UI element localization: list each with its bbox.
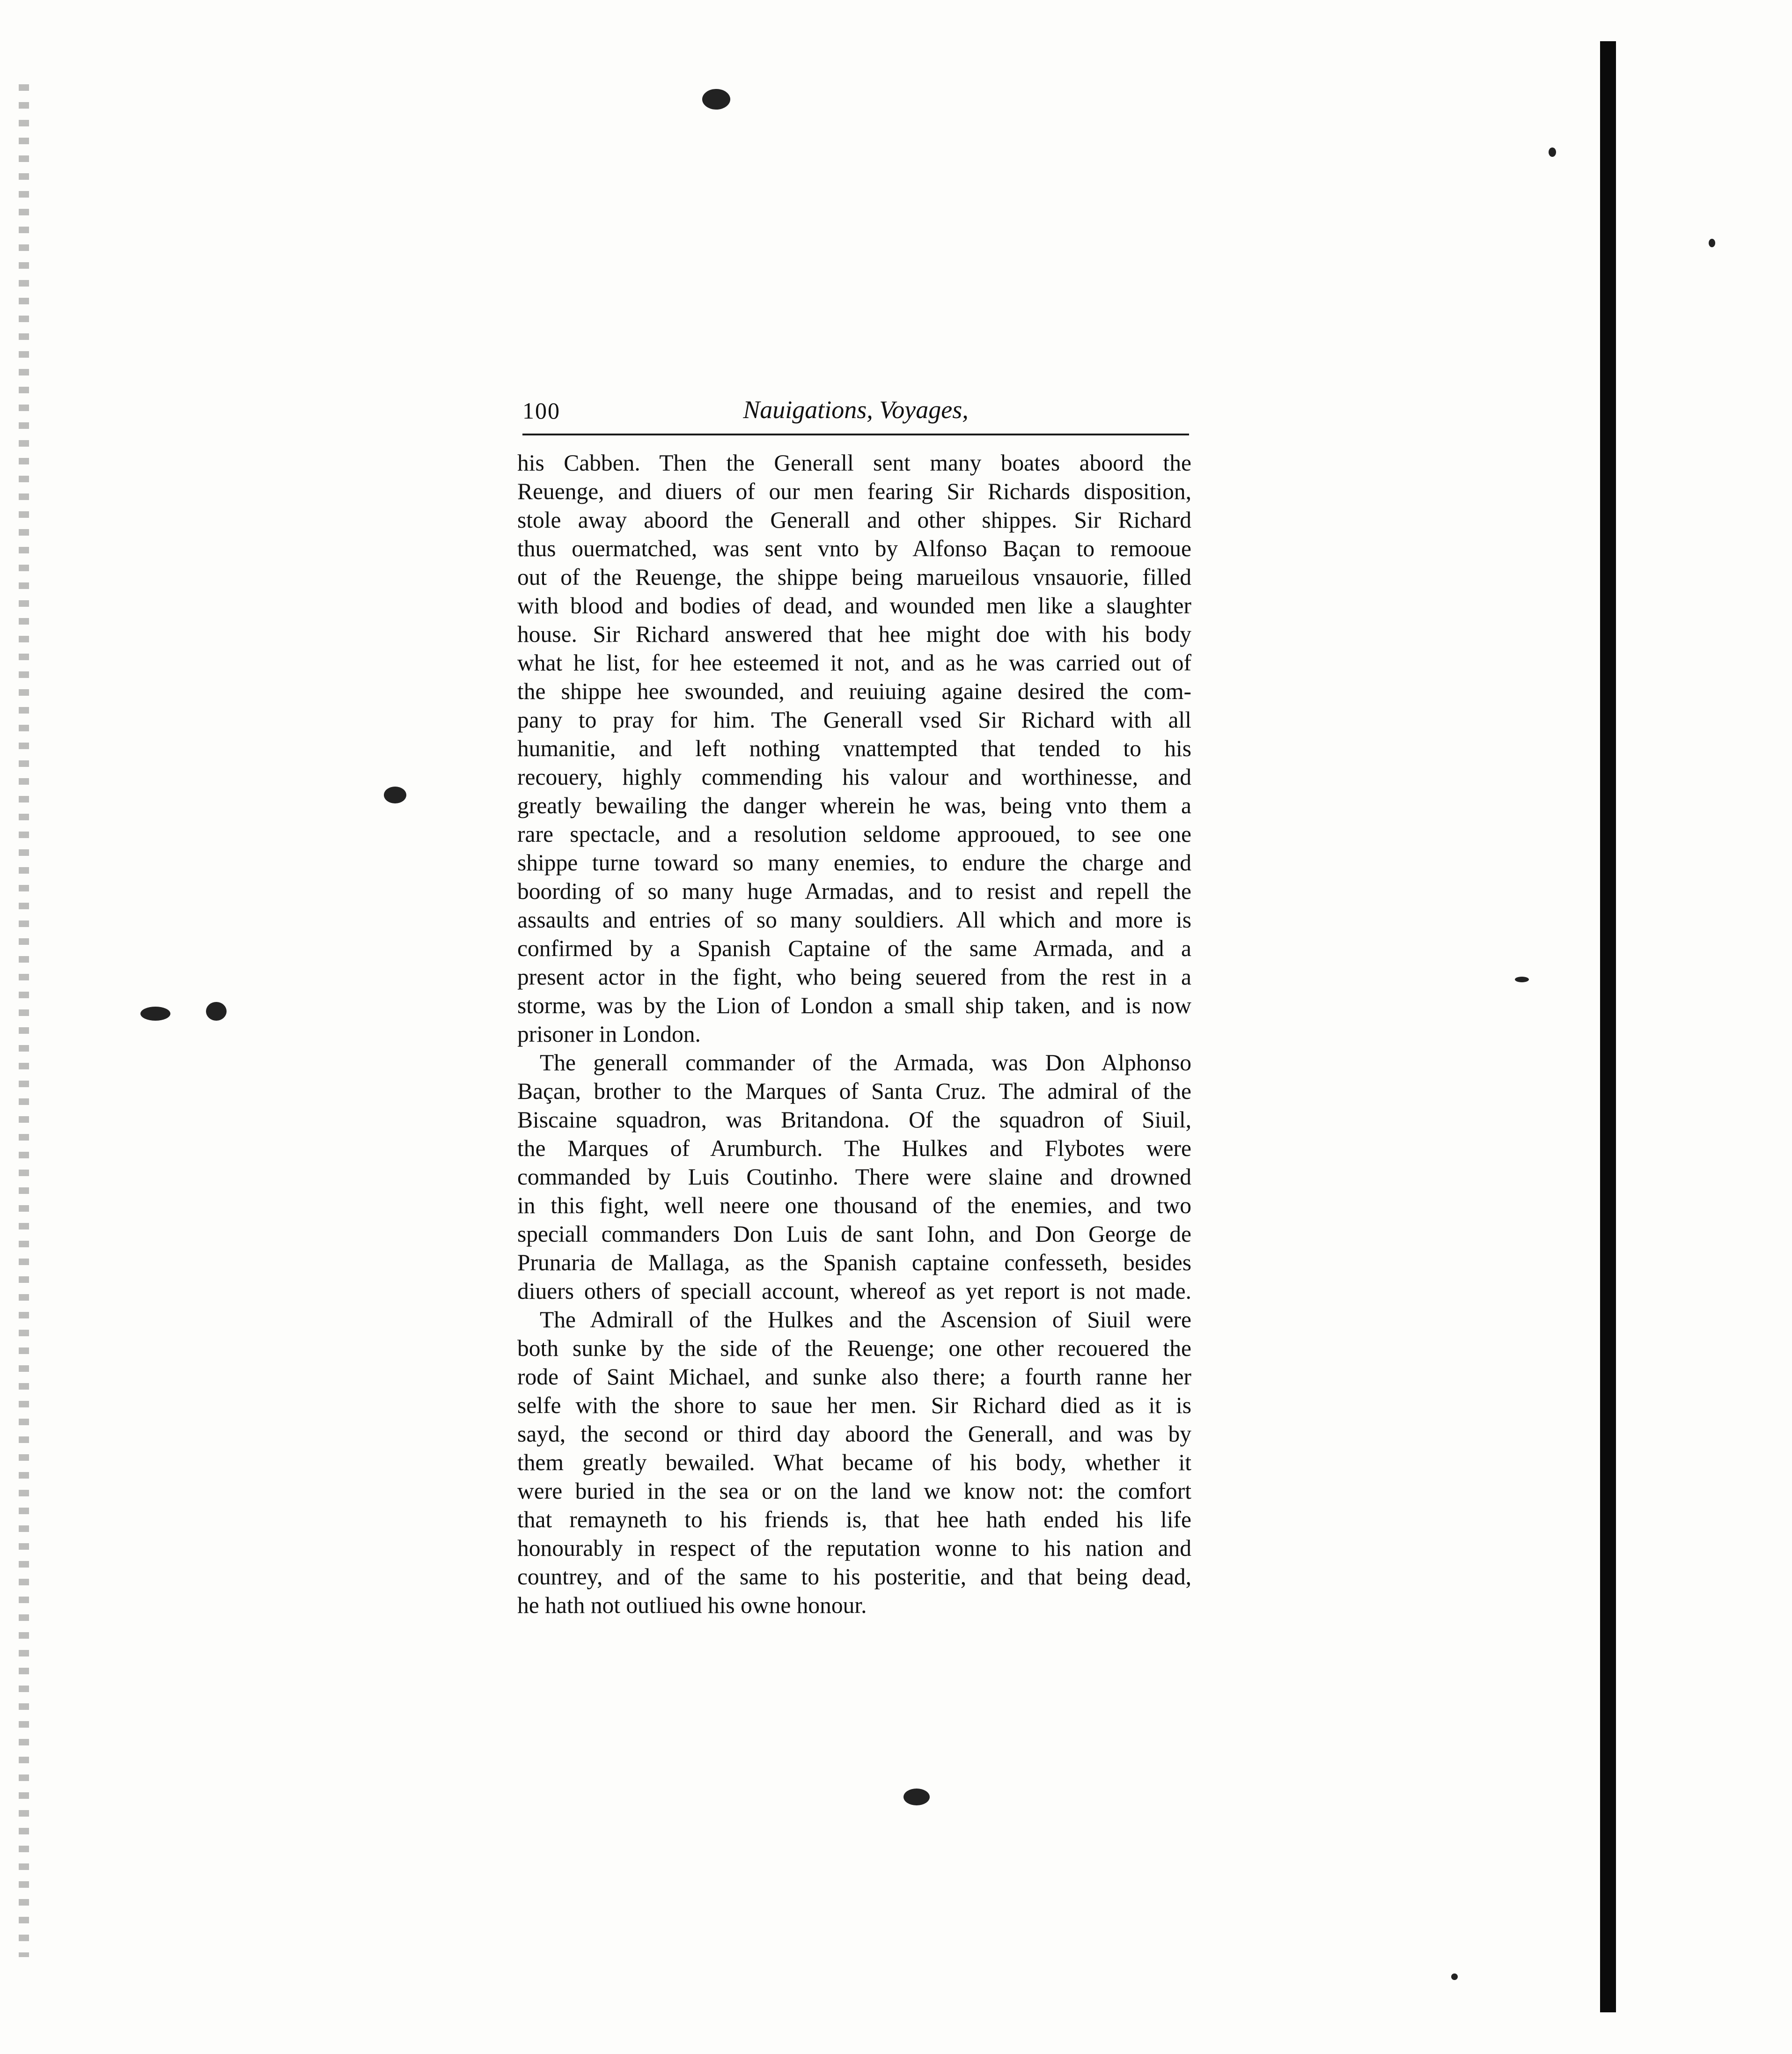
text-line: diuers others of speciall account, whereof as yet report is not made.: [517, 1278, 1191, 1304]
text-line: speciall commanders Don Luis de sant Iohn, and Don George de: [517, 1221, 1191, 1247]
text-line: greatly bewailing the danger wherein he was, being vnto them a: [517, 793, 1191, 818]
text-line: thus ouermatched, was sent vnto by Alfonso Baçan to remooue: [517, 536, 1191, 561]
scan-edge-left: [19, 84, 29, 1957]
text-line: recouery, highly commending his valour and worthinesse, and: [517, 764, 1191, 790]
text-line: storme, was by the Lion of London a small ship taken, and is now: [517, 993, 1191, 1018]
scan-speck: [384, 787, 406, 803]
text-line: that remayneth to his friends is, that hee hath ended his life: [517, 1507, 1191, 1532]
text-line: sayd, the second or third day aboord the Generall, and was by: [517, 1421, 1191, 1447]
scan-speck: [1451, 1973, 1458, 1980]
text-line: commanded by Luis Coutinho. There were slaine and drowned: [517, 1164, 1191, 1190]
text-line: were buried in the sea or on the land we know not: the comfort: [517, 1478, 1191, 1504]
text-line: pany to pray for him. The Generall vsed Sir Richard with all: [517, 707, 1191, 733]
scan-speck: [1515, 977, 1529, 982]
text-line: the shippe hee swounded, and reuiuing againe desired the com-: [517, 678, 1191, 704]
text-line: rare spectacle, and a resolution seldome approoued, to see one: [517, 821, 1191, 847]
text-line: them greatly bewailed. What became of his body, whether it: [517, 1450, 1191, 1475]
text-line: out of the Reuenge, the shippe being marueilous vnsauorie, filled: [517, 564, 1191, 590]
scan-speck: [1549, 147, 1556, 157]
text-line: humanitie, and left nothing vnattempted that tended to his: [517, 736, 1191, 761]
text-line: stole away aboord the Generall and other shippes. Sir Richard: [517, 507, 1191, 533]
text-line: present actor in the fight, who being seuered from the rest in a: [517, 964, 1191, 990]
text-line: selfe with the shore to saue her men. Sir Richard died as it is: [517, 1392, 1191, 1418]
scan-speck: [1709, 239, 1715, 247]
body-text: [517, 449, 1191, 1620]
text-line: prisoner in London.: [517, 1021, 701, 1047]
text-line: his Cabben. Then the Generall sent many boates aboord the: [517, 450, 1191, 476]
text-line: with blood and bodies of dead, and wounded men like a slaughter: [517, 593, 1191, 618]
text-line: Reuenge, and diuers of our men fearing Sir Richards disposition,: [517, 479, 1191, 504]
text-line: Prunaria de Mallaga, as the Spanish captaine confesseth, besides: [517, 1250, 1191, 1275]
text-line: countrey, and of the same to his posteritie, and that being dead,: [517, 1564, 1191, 1590]
text-line: The generall commander of the Armada, was Don Alphonso: [540, 1050, 1191, 1075]
page-number: 100: [522, 398, 560, 424]
text-line: shippe turne toward so many enemies, to endure the charge and: [517, 850, 1191, 876]
text-line: house. Sir Richard answered that hee might doe with his body: [517, 621, 1191, 647]
page-header: [522, 391, 1189, 435]
text-line: confirmed by a Spanish Captaine of the same Armada, and a: [517, 935, 1191, 961]
text-line: The Admirall of the Hulkes and the Ascension of Siuil were: [540, 1307, 1191, 1333]
running-title: Nauigations, Voyages,: [743, 396, 969, 424]
text-line: the Marques of Arumburch. The Hulkes and Flybotes were: [517, 1135, 1191, 1161]
scan-speck: [702, 89, 730, 110]
text-line: boording of so many huge Armadas, and to resist and repell the: [517, 878, 1191, 904]
text-line: he hath not outliued his owne honour.: [517, 1592, 867, 1618]
scan-border-bar: [1600, 41, 1616, 2012]
text-line: Biscaine squadron, was Britandona. Of the squadron of Siuil,: [517, 1107, 1191, 1133]
scan-speck: [206, 1002, 227, 1021]
text-line: honourably in respect of the reputation wonne to his nation and: [517, 1535, 1191, 1561]
text-line: Baçan, brother to the Marques of Santa Cruz. The admiral of the: [517, 1078, 1191, 1104]
scan-speck: [140, 1007, 170, 1021]
text-line: rode of Saint Michael, and sunke also there; a fourth ranne her: [517, 1364, 1191, 1390]
text-line: both sunke by the side of the Reuenge; one other recouered the: [517, 1335, 1191, 1361]
text-line: what he list, for hee esteemed it not, and as he was carried out of: [517, 650, 1191, 676]
scan-speck: [903, 1789, 930, 1805]
text-line: assaults and entries of so many souldiers. All which and more is: [517, 907, 1191, 933]
text-line: in this fight, well neere one thousand of the enemies, and two: [517, 1193, 1191, 1218]
